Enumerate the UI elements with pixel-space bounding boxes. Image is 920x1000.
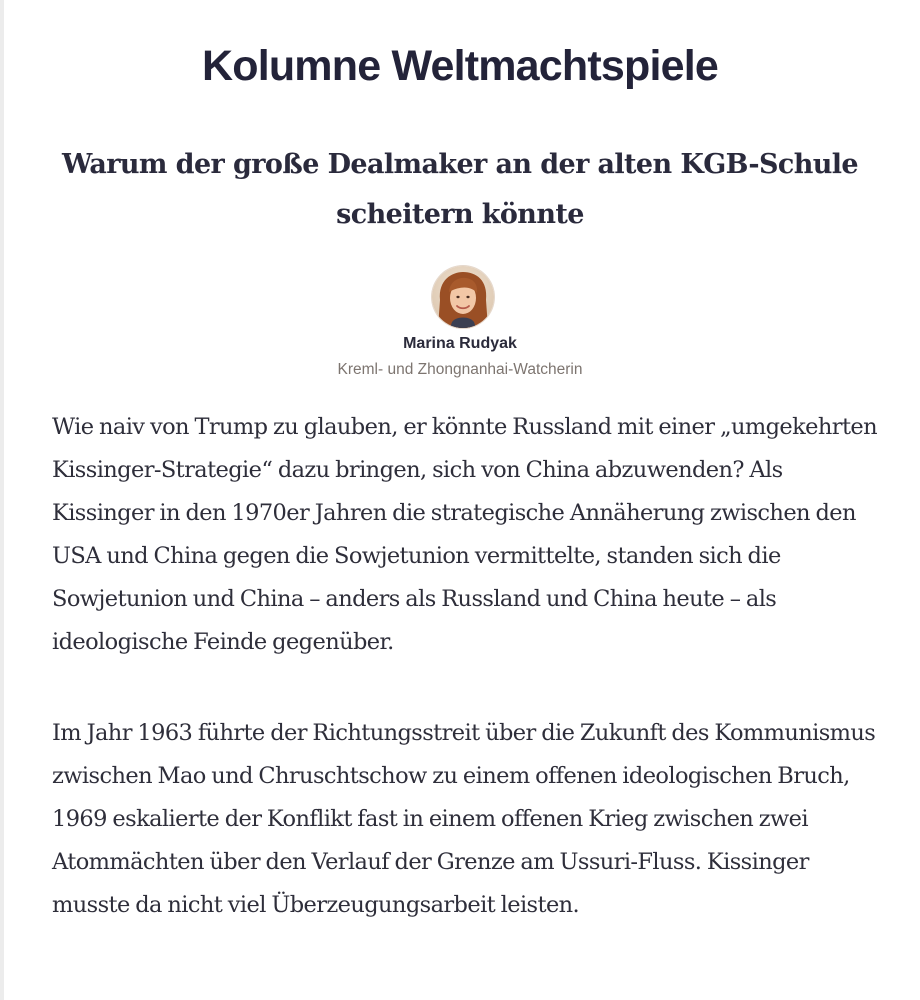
article-paragraph: Im Jahr 1963 führte der Richtungsstreit über die Zukunft des Kommunismus zwischen Mao und Chruschtschow zu einem offenen ideologischen Bruch, 1969 eskalierte der Konflikt fast in einem offenen Krieg zwischen zwei Atommächten über den Verlauf der Grenze am Ussuri-Fluss. Kissinger musste da nicht viel Überzeugungsarbeit leisten. [52, 720, 876, 918]
author-name[interactable]: Marina Rudyak [403, 335, 517, 352]
author-role: Kreml- und Zhongnanhai-Watcherin [337, 361, 583, 378]
column-title: Kolumne Weltmachtspiele [201, 42, 719, 90]
author-avatar[interactable] [432, 266, 494, 328]
article-headline: Warum der große Dealmaker an der alten KGB-Schule scheitern könnte [61, 149, 859, 230]
author-portrait-icon [432, 266, 494, 328]
article-body [52, 406, 882, 975]
left-border-rule [0, 0, 4, 1000]
article-paragraph: Wie naiv von Trump zu glauben, er könnte Russland mit einer „umgekehrten Kissinger-Strategie“ dazu bringen, sich von China abzuwenden? Als Kissinger in den 1970er Jahren die strategische Annäherung zwischen den USA und China gegen die Sowjetunion vermittelte, standen sich die Sowjetunion und China – anders als Russland und China heute – als ideologische Feinde gegenüber. [52, 414, 877, 655]
